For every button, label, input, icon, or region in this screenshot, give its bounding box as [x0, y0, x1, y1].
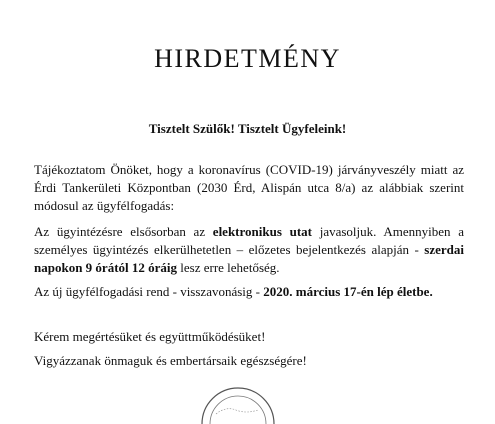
closing-line-2: Vigyázzanak önmaguk és embertársaik egészségére! — [34, 353, 307, 368]
instructions-bold-schedule: szerdai napokon 9 órától 12 óráig — [34, 242, 464, 275]
paragraph-instructions — [34, 223, 464, 277]
instructions-text-2: javasoljuk. Amennyiben a személyes ügyintézés elkerülhetetlen – előzetes bejelentkezés alapján - — [34, 224, 464, 257]
page-title: HIRDETMÉNY — [154, 44, 341, 73]
instructions-bold-electronic: elektronikus utat — [212, 224, 312, 239]
instructions-text-1: Az ügyintézésre elsősorban az — [34, 224, 213, 239]
closing-line-1: Kérem megértésüket és együttműködésüket! — [34, 329, 266, 344]
salutation: Tisztelt Szülők! Tisztelt Ügyfeleink! — [148, 121, 347, 136]
paragraph-intro: Tájékoztatom Önöket, hogy a koronavírus (COVID-19) járványveszély miatt az Érdi Tankerületi Központban (2030 Érd, Alispán utca 8/a) az alábbiak szerint módosul az ügyfélfogadás: — [34, 162, 464, 213]
effective-date-bold: 2020. március 17-én lép életbe. — [263, 284, 433, 299]
paragraph-effective-date — [34, 283, 464, 301]
effective-text: Az új ügyfélfogadási rend - visszavonásig - — [34, 284, 264, 299]
instructions-text-3: lesz erre lehetőség. — [177, 260, 280, 275]
official-stamp-icon — [196, 384, 280, 424]
